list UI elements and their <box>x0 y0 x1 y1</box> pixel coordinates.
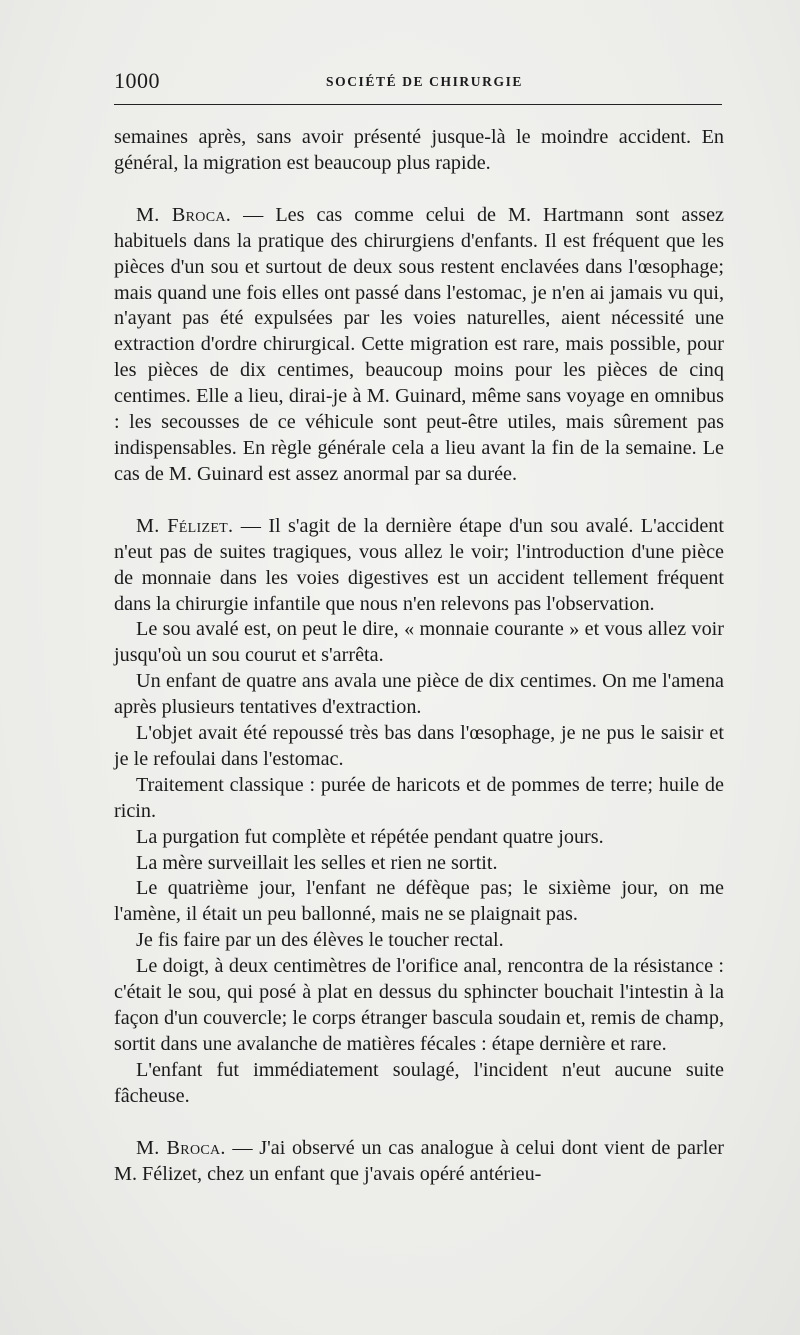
paragraph-broca-1 <box>114 203 724 488</box>
paragraph-text: La mère surveillait les selles et rien ne sortit. <box>136 851 498 874</box>
speaker-name: M. Broca. <box>136 203 232 226</box>
paragraph-text: semaines après, sans avoir présenté jusque-là le moindre accident. En général, la migration est beaucoup plus rapide. <box>114 126 724 174</box>
page-number: 1000 <box>114 68 160 93</box>
paragraph-text: L'objet avait été repoussé très bas dans l'œsophage, je ne pus le saisir et je le refoulai dans l'estomac. <box>114 722 724 770</box>
paragraph-text: La purgation fut complète et répétée pendant quatre jours. <box>136 825 604 848</box>
paragraph-text: — Les cas comme celui de M. Hartmann sont assez habituels dans la pratique des chirurgiens d'enfants. Il est fréquent que les pièces d'un sou et surtout de deux sous restent enclavées dans l'œsophage; mais quand une fois elles ont passé dans l'estomac, je n'en ai jamais vu qui, n'ayant pas été expulsées par les voies naturelles, aient nécessité une extraction d'ordre chirurgical. Cette migration est rare, mais possible, pour les pièces de dix centimes, beaucoup moins pour les pièces de cinq centimes. Elle a lieu, dirai-je à M. Guinard, même sans voyage en omnibus : les secousses de ce véhicule sont peut-être utiles, mais sûrement pas indispensables. En règle générale cela a lieu avant la fin de la semaine. Le cas de M. Guinard est assez anormal par sa durée. <box>114 203 725 485</box>
paragraph <box>114 617 724 669</box>
speaker-name: M. Broca. <box>136 1136 226 1159</box>
paragraph-felizet <box>114 514 724 618</box>
paragraph-text: L'enfant fut immédiatement soulagé, l'incident n'eut aucune suite fâcheuse. <box>114 1058 724 1107</box>
paragraph <box>114 773 724 825</box>
running-head <box>114 66 724 96</box>
paragraph-text: — J'ai observé un cas analogue à celui dont vient de parler M. Félizet, chez un enfant que j'avais opéré antérieu- <box>114 1136 724 1185</box>
journal-title: SOCIÉTÉ DE CHIRURGIE <box>326 74 524 89</box>
paragraph-text: Je fis faire par un des élèves le toucher rectal. <box>136 929 504 952</box>
header-rule <box>114 104 722 105</box>
paragraph-text: Le sou avalé est, on peut le dire, « monnaie courante » et vous allez voir jusqu'où un sou courut et s'arrêta. <box>114 618 724 667</box>
paragraph-broca-2 <box>114 1136 724 1188</box>
paragraph <box>114 1058 724 1110</box>
paragraph <box>114 954 724 1058</box>
paragraph <box>114 876 724 928</box>
text-body <box>114 125 724 1187</box>
paragraph <box>114 928 724 954</box>
paragraph-text: Le quatrième jour, l'enfant ne défèque pas; le sixième jour, on me l'amène, il était un peu ballonné, mais ne se plaignait pas. <box>114 877 724 926</box>
paragraph <box>114 721 724 773</box>
paragraph-text: — Il s'agit de la dernière étape d'un sou avalé. L'accident n'eut pas de suites tragiques, vous allez le voir; l'introduction d'une pièce de monnaie dans les voies digestives est un accident tellement fréquent dans la chirurgie infantile que nous n'en relevons pas l'observation. <box>114 514 724 615</box>
paragraph <box>114 669 724 721</box>
paragraph <box>114 825 724 851</box>
paragraph <box>114 851 724 877</box>
paragraph-text: Le doigt, à deux centimètres de l'orifice anal, rencontra de la résistance : c'était le sou, qui posé à plat en dessus du sphincter bouchait l'intestin à la façon d'un couvercle; le corps étranger bascula soudain et, remis de champ, sortit dans une avalanche de matières fécales : étape dernière et rare. <box>114 955 724 1055</box>
paragraph-text: Traitement classique : purée de haricots et de pommes de terre; huile de ricin. <box>114 773 724 822</box>
speaker-name: M. Félizet. <box>136 514 234 537</box>
paragraph-continuation <box>114 125 724 177</box>
paragraph-text: Un enfant de quatre ans avala une pièce de dix centimes. On me l'amena après plusieurs tentatives d'extraction. <box>114 670 724 719</box>
